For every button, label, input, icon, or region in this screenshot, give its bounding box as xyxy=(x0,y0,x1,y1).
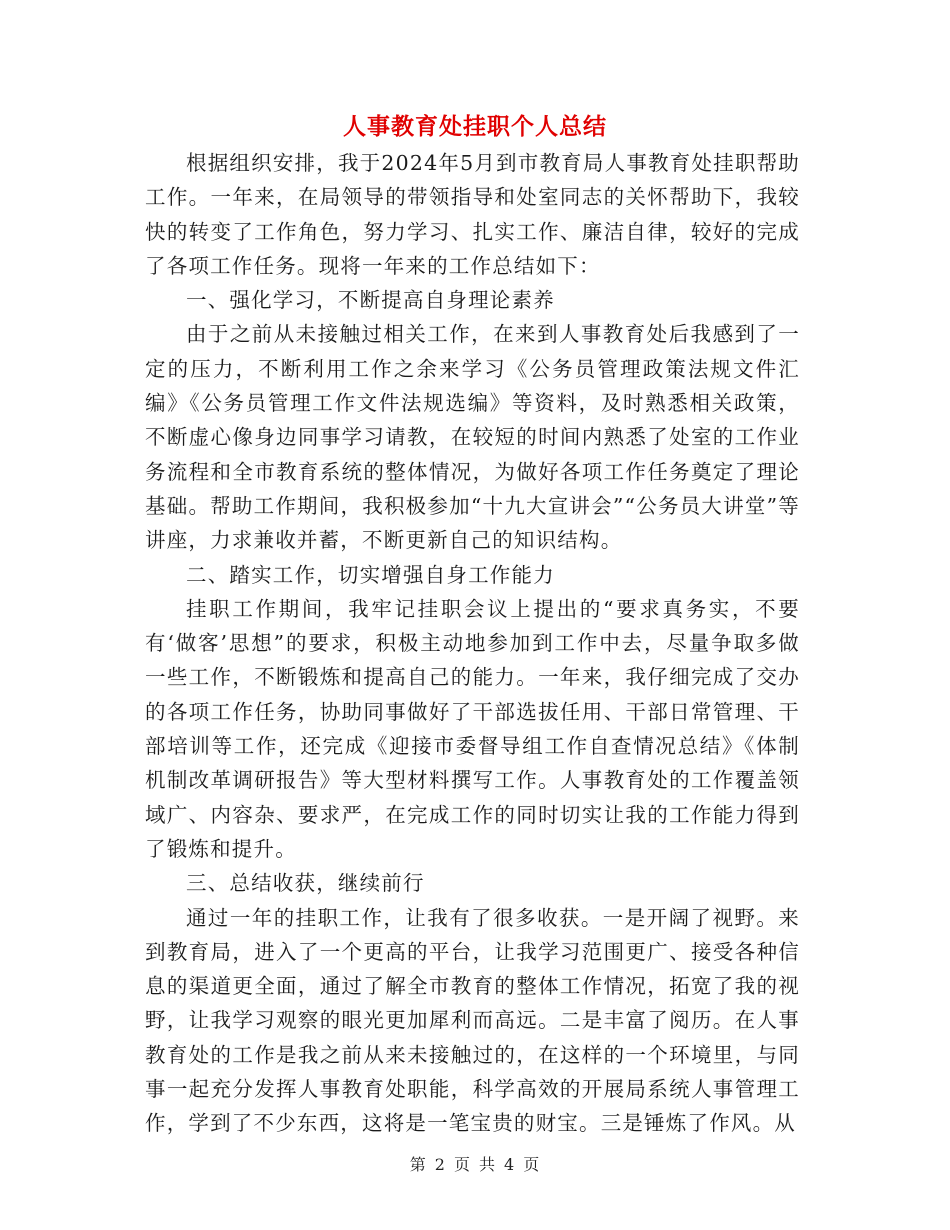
footer-suffix: 页 xyxy=(523,1155,541,1174)
paragraph-intro: 根据组织安排，我于2024年5月到市教育局人事教育处挂职帮助工作。一年来，在局领导的带领指导和处室同志的关怀帮助下，我较快的转变了工作角色，努力学习、扎实工作、廉洁自律，较好的完成了各项工作任务。现将一年来的工作总结如下： xyxy=(145,151,800,278)
paragraph-section-2: 挂职工作期间，我牢记挂职会议上提出的“要求真务实，不要有‘做客’思想”的要求，积极主动地参加到工作中去，尽量争取多做一些工作，不断锻炼和提高自己的能力。一年来，我仔细完成了交办的各项工作任务，协助同事做好了干部选拔任用、干部日常管理、干部培训等工作，还完成《迎接市委督导组工作自查情况总结》《体制机制改革调研报告》等大型材料撰写工作。人事教育处的工作覆盖领域广、内容杂、要求严，在完成工作的同时切实让我的工作能力得到了锻炼和提升。 xyxy=(145,596,800,861)
page-footer xyxy=(0,1154,950,1176)
document-title: 人事教育处挂职个人总结 xyxy=(343,113,607,140)
footer-total-pages: 4 xyxy=(504,1155,516,1174)
paragraph-section-1: 由于之前从未接触过相关工作，在来到人事教育处后我感到了一定的压力，不断利用工作之余来学习《公务员管理政策法规文件汇编》《公务员管理工作文件法规选编》等资料，及时熟悉相关政策，不断虚心像身边同事学习请教，在较短的时间内熟悉了处室的工作业务流程和全市教育系统的整体情况，为做好各项工作任务奠定了理论基础。帮助工作期间，我积极参加“十九大宣讲会”“公务员大讲堂”等讲座，力求兼收并蓄，不断更新自己的知识结构。 xyxy=(145,322,800,553)
footer-current-page: 2 xyxy=(434,1155,446,1174)
paragraph-section-3: 通过一年的挂职工作，让我有了很多收获。一是开阔了视野。来到教育局，进入了一个更高的平台，让我学习范围更广、接受各种信息的渠道更全面，通过了解全市教育的整体工作情况，拓宽了我的视野，让我学习观察的眼光更加犀利而高远。二是丰富了阅历。在人事教育处的工作是我之前从来未接触过的，在这样的一个环境里，与同事一起充分发挥人事教育处职能，科学高效的开展局系统人事管理工作，学到了不少东西，这将是一笔宝贵的财宝。三是锤炼了作风。从 xyxy=(145,905,800,1136)
section-heading-3: 三、总结收获，继续前行 xyxy=(186,871,425,896)
footer-total-word: 共 xyxy=(479,1155,497,1174)
footer-prefix: 第 xyxy=(409,1155,427,1174)
section-heading-2: 二、踏实工作，切实增强自身工作能力 xyxy=(186,562,555,587)
footer-page-word: 页 xyxy=(453,1155,471,1174)
section-heading-1: 一、强化学习，不断提高自身理论素养 xyxy=(186,288,555,313)
document-body xyxy=(145,146,800,1141)
